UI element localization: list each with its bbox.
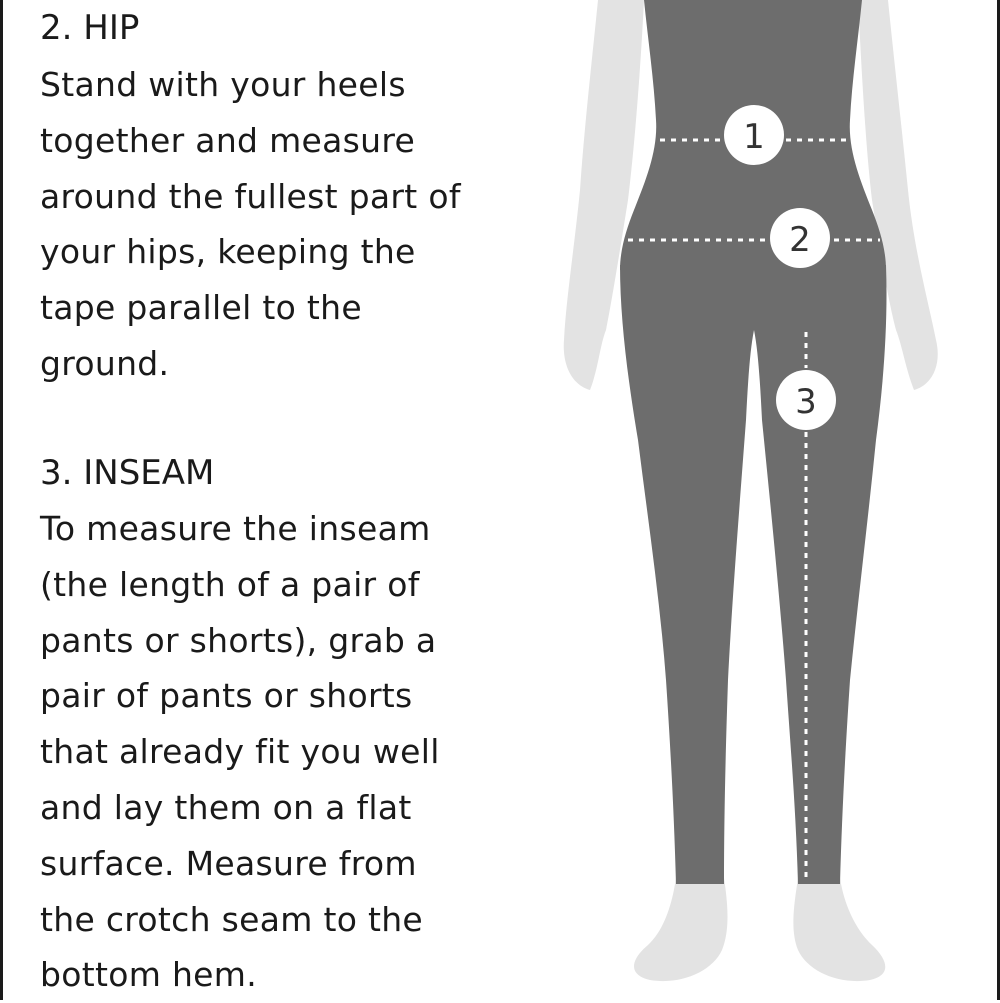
inseam-text-line: pair of pants or shorts	[40, 676, 413, 716]
inseam-text-line: that already fit you well	[40, 732, 440, 772]
hip-text-line: Stand with your heels	[40, 65, 406, 104]
inseam-text-line: bottom hem.	[40, 955, 257, 995]
leggings	[620, 265, 887, 884]
hip-text-line: tape parallel to the	[40, 288, 362, 328]
marker-inseam	[776, 370, 836, 430]
hip-text-line: ground.	[40, 343, 170, 383]
inseam-text-line: To measure the inseam	[40, 509, 431, 548]
hip-section-title: 2. HIP	[40, 8, 140, 48]
inseam-section-title: 3. INSEAM	[40, 453, 215, 493]
marker-waist	[724, 105, 784, 165]
marker-label: 1	[743, 117, 765, 157]
inseam-section-body	[40, 501, 440, 1003]
inseam-text-line: surface. Measure from	[40, 843, 417, 883]
body-measurement-figure	[540, 0, 1000, 1000]
marker-label: 2	[789, 220, 811, 260]
hip-text-line: together and measure	[40, 120, 416, 160]
inseam-text-line: and lay them on a flat	[40, 787, 412, 827]
left-foot	[634, 878, 728, 981]
hip-text-line: your hips, keeping the	[40, 232, 416, 272]
right-foot	[793, 878, 885, 981]
inseam-text-line: the crotch seam to the	[40, 899, 424, 939]
marker-label: 3	[795, 382, 817, 422]
marker-hip	[770, 208, 830, 268]
inseam-text-line: pants or shorts), grab a	[40, 620, 437, 660]
inseam-text-line: (the length of a pair of	[40, 564, 420, 604]
hip-text-line: around the fullest part of	[40, 176, 461, 216]
hip-section-body	[40, 57, 461, 392]
